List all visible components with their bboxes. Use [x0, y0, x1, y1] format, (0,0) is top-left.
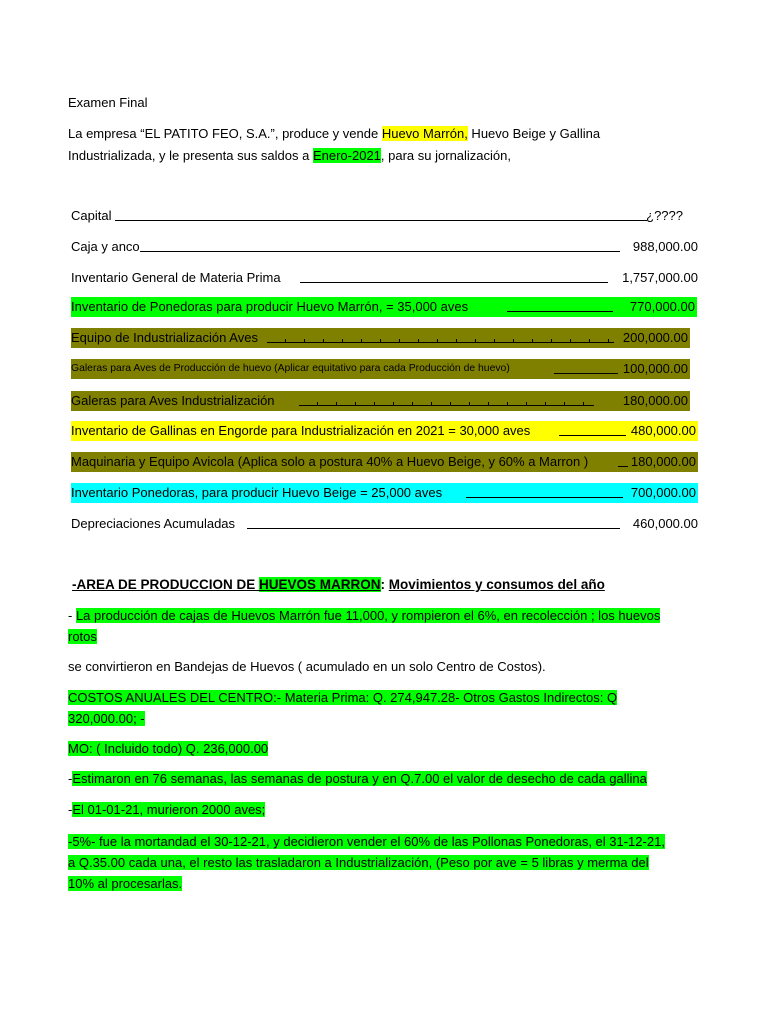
section-subtitle: Movimientos y consumos del año: [388, 577, 605, 592]
intro-text: Huevo Beige y Gallina: [467, 126, 601, 141]
account-amount: 200,000.00: [622, 330, 688, 345]
fill-line: [299, 394, 594, 406]
account-amount: 770,000.00: [629, 299, 695, 314]
dash: -: [68, 771, 73, 786]
highlight-huevo-marron: Huevo Marrón,: [381, 126, 468, 141]
paragraph-text: 10% al procesarlas.: [68, 876, 183, 891]
fill-line: [618, 455, 628, 467]
account-row-gallinas-engorde: [71, 421, 698, 441]
dash: -: [68, 608, 76, 623]
paragraph-text: Estimaron en 76 semanas, las semanas de postura y en Q.7.00 el valor de desecho de cada gallina: [72, 771, 647, 786]
account-label: Maquinaria y Equipo Avicola (Aplica solo a postura 40% a Huevo Beige, y 60% a Marron ): [71, 454, 589, 469]
paragraph-text: COSTOS ANUALES DEL CENTRO:- Materia Prima: Q. 274,947.28- Otros Gastos Indirectos: Q: [68, 690, 618, 705]
account-row-capital: [71, 206, 683, 226]
paragraph-text: El 01-01-21, murieron 2000 aves;: [72, 802, 266, 817]
paragraph-mortandad-3: [68, 875, 182, 893]
account-amount: 100,000.00: [622, 361, 688, 376]
account-amount: ¿????: [646, 208, 683, 223]
paragraph-costos-1: [68, 689, 617, 707]
highlight-huevos-marron: HUEVOS MARRON: [259, 577, 381, 592]
account-amount: 480,000.00: [630, 423, 696, 438]
intro-text: , para su jornalización,: [380, 148, 511, 163]
paragraph-murieron: [68, 801, 265, 819]
paragraph-produccion-1: [68, 607, 660, 625]
account-row-galeras-produccion: [71, 359, 690, 379]
account-row-depreciaciones: [71, 514, 698, 534]
account-label: Galeras para Aves de Producción de huevo (Aplicar equitativo para cada Producción de huevo): [71, 363, 510, 374]
account-amount: 460,000.00: [632, 516, 698, 531]
account-label: Depreciaciones Acumuladas: [71, 516, 236, 531]
paragraph-mortandad-2: [68, 854, 649, 872]
paragraph-produccion-1b: [68, 628, 97, 646]
paragraph-text: -5%- fue la mortandad el 30-12-21, y decidieron vender el 60% de las Pollonas Ponedoras, el 31-12-21,: [68, 834, 665, 849]
account-row-caja: [71, 237, 698, 257]
account-amount: 988,000.00: [632, 239, 698, 254]
fill-line: [507, 300, 613, 312]
paragraph-semanas: [68, 770, 647, 788]
intro-text: Industrializada, y le presenta sus saldos a: [68, 148, 313, 163]
paragraph-text: a Q.35.00 cada una, el resto las trasladaron a Industrialización, (Peso por ave = 5 libras y merma del: [68, 855, 649, 870]
section-title: [72, 576, 605, 594]
paragraph-mortandad-1: [68, 833, 665, 851]
fill-line: [554, 362, 618, 374]
paragraph-text: rotos: [68, 629, 97, 644]
account-row-galeras-industrializacion: [71, 391, 690, 411]
fill-line: [247, 517, 620, 529]
fill-line: [466, 486, 623, 498]
account-row-ponedoras-marron: [71, 297, 697, 317]
fill-line: [267, 331, 614, 343]
paragraph-text: 320,000.00; -: [68, 711, 145, 726]
account-label: Capital: [71, 208, 112, 223]
account-label: Inventario General de Materia Prima: [71, 270, 281, 285]
account-label: Inventario de Gallinas en Engorde para Industrialización en 2021 = 30,000 aves: [71, 423, 531, 438]
fill-line: [559, 424, 626, 436]
section-title-text: :: [380, 577, 389, 592]
intro-line-1: [68, 125, 600, 143]
paragraph-text: La producción de cajas de Huevos Marrón fue 11,000, y rompieron el 6%, en recolección ; los huevos: [75, 608, 661, 623]
paragraph-bandejas: se convirtieron en Bandejas de Huevos ( acumulado en un solo Centro de Costos).: [68, 659, 546, 674]
highlight-enero: Enero-2021: [312, 148, 381, 163]
paragraph-costos-2: [68, 710, 145, 728]
fill-line: [115, 209, 647, 221]
account-amount: 180,000.00: [630, 454, 696, 469]
account-label: Caja y anco: [71, 239, 140, 254]
paragraph-text: MO: ( Incluido todo) Q. 236,000.00: [68, 741, 269, 756]
dash: -: [68, 802, 73, 817]
fill-line: [300, 271, 608, 283]
account-label: Galeras para Aves Industrialización: [71, 393, 275, 408]
account-amount: 1,757,000.00: [622, 270, 698, 285]
account-label: Inventario Ponedoras, para producir Huevo Beige = 25,000 aves: [71, 485, 443, 500]
account-row-maquinaria-equipo: [71, 452, 698, 472]
account-label: Inventario de Ponedoras para producir Huevo Marrón, = 35,000 aves: [71, 299, 469, 314]
account-row-materia-prima: [71, 268, 698, 288]
account-row-ponedoras-beige: [71, 483, 698, 503]
paragraph-mo: [68, 740, 268, 758]
intro-text: La empresa “EL PATITO FEO, S.A.”, produce y vende: [68, 126, 382, 141]
account-row-equipo-industrializacion: [71, 328, 690, 348]
fill-line: [140, 240, 620, 252]
account-amount: 700,000.00: [630, 485, 696, 500]
account-label: Equipo de Industrialización Aves: [71, 330, 258, 345]
intro-line-2: [68, 147, 511, 165]
account-amount: 180,000.00: [622, 393, 688, 408]
exam-title: Examen Final: [68, 95, 148, 110]
section-title-text: -AREA DE PRODUCCION DE: [72, 577, 260, 592]
